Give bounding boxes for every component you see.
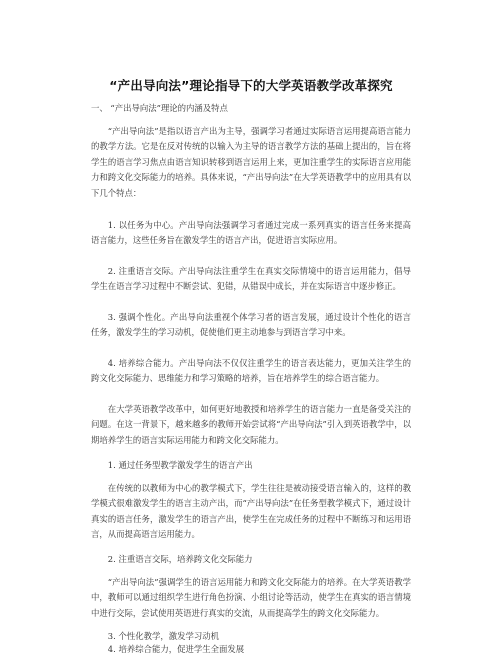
paragraph: 3. 强调个性化。产出导向法重视个体学习者的语言发展，通过设计个性化的语言任务，激发学生的学习动机，促使他们更主动地参与到语言学习中来。 [91,312,411,338]
paragraph: 在大学英语教学改革中，如何更好地教授和培养学生的语言能力一直是备受关注的问题。在这一背景下，越来越多的教师开始尝试将“产出导向法”引入到英语教学中，以期培养学生的语言实际运用能力和跨文化交际能力。 [91,404,411,445]
paragraph: 4. 培养综合能力，促进学生全面发展 [107,644,245,654]
paragraph: 2. 注重语言交际。产出导向法注重学生在真实交际情境中的语言运用能力，倡导学生在语言学习过程中不断尝试、犯错，从错误中成长，并在实际语言中逐步修正。 [91,266,411,292]
paragraph: 3. 个性化教学，激发学习动机 [107,631,219,641]
paragraph: 4. 培养综合能力。产出导向法不仅仅注重学生的语言表达能力，更加关注学生的跨文化交际能力、思维能力和学习策略的培养，旨在培养学生的综合语言能力。 [91,358,411,384]
section-heading: 一、 “产出导向法”理论的内涵及特点 [91,103,228,113]
document-title: “产出导向法”理论指导下的大学英语教学改革探究 [109,78,393,93]
paragraph: 1. 以任务为中心。产出导向法强调学习者通过完成一系列真实的语言任务来提高语言能力，这些任务旨在激发学生的语言产出，促进语言实际应用。 [91,220,411,246]
paragraph: 在传统的以教师为中心的教学模式下，学生往往是被动接受语言输入的，这样的教学模式很难激发学生的语言主动产出，而“产出导向法”在任务型教学模式下，通过设计真实的语言任务，激发学生的语言产出，使学生在完成任务的过程中不断练习和运用语言，从而提高语言运用能力。 [91,483,411,540]
paragraph: 1. 通过任务型教学激发学生的语言产出 [107,460,253,470]
paragraph: 2. 注重语言交际，培养跨文化交际能力 [107,554,253,564]
paragraph: “产出导向法”强调学生的语言运用能力和跨文化交际能力的培养。在大学英语教学中，教师可以通过组织学生进行角色扮演、小组讨论等活动，使学生在真实的语言情境中进行交际，尝试使用英语进行真实的交流，从而提高学生的跨文化交际能力。 [91,577,411,618]
paragraph: “产出导向法”是指以语言产出为主导，强调学习者通过实际语言运用提高语言能力的教学方法。它是在反对传统的以输入为主导的语言教学方法的基础上提出的，旨在将学生的语言学习焦点由语言知识转移到语言运用上来，更加注重学生的实际语言应用能力和跨文化交际能力的培养。具体来说，“产出导向法”在大学英语教学中的应用具有以下几个特点： [91,126,411,198]
